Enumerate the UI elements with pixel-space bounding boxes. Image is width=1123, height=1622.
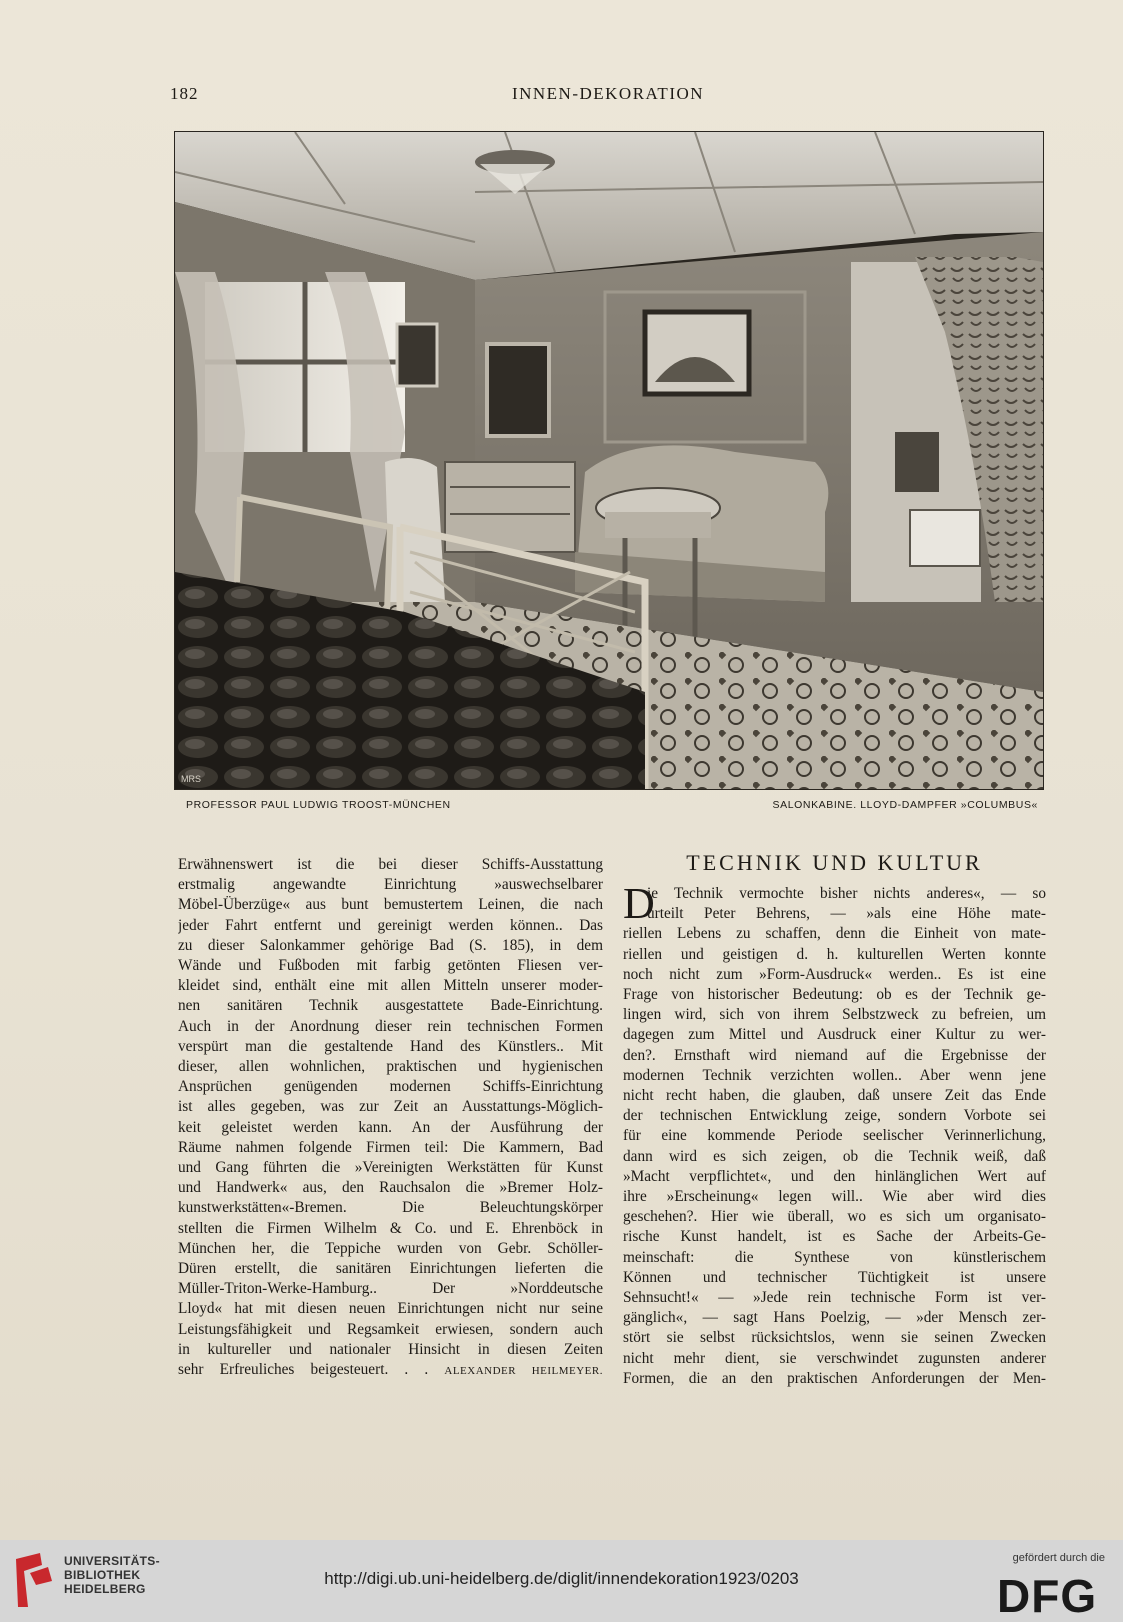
- text-line: noch nicht zum »Form-Ausdruck« werden.. Es ist eine: [623, 965, 1046, 983]
- funded-by-label: gefördert durch die: [1012, 1552, 1105, 1564]
- left-column-text: [178, 855, 603, 1381]
- text-line: und Gang führten die »Vereinigten Werkstätten für Kunst: [178, 1159, 603, 1177]
- text-line: »Macht verpflichtet«, und den hinlänglichen Wert auf: [623, 1167, 1046, 1185]
- library-name-line-3: HEIDELBERG: [64, 1582, 146, 1596]
- author-name: ALEXANDER HEILMEYER.: [444, 1365, 603, 1378]
- text-line: ie Technik vermochte bisher nichts anderes«, — so: [647, 885, 1046, 902]
- caption-photographer: PROFESSOR PAUL LUDWIG TROOST-MÜNCHEN: [186, 799, 451, 811]
- text-line: Lloyd« hat mit diesen neuen Einrichtungen nicht nur seine: [178, 1300, 603, 1318]
- text-line: urteilt Peter Behrens, — »als eine Höhe mate-: [647, 905, 1046, 923]
- text-line: meinschaft: die Synthese von künstlerischem: [623, 1248, 1046, 1266]
- text-line: Auch in der Anordnung dieser rein technischen Formen: [178, 1017, 603, 1035]
- text-line: nicht mehr dient, sie verschwindet zugunsten anderer: [623, 1349, 1046, 1367]
- dfg-logo-icon: [995, 1570, 1107, 1616]
- text-line: Erwähnenswert ist die bei dieser Schiffs-Ausstattung: [178, 856, 603, 873]
- text-line: Müller-Triton-Werke-Hamburg.. Der »Norddeutsche: [178, 1280, 603, 1298]
- text-line: zu dieser Salonkammer gehörige Bad (S. 185), in dem: [178, 936, 603, 954]
- text-line: Leistungsfähigkeit und Regsamkeit erwiesen, sondern auch: [178, 1320, 603, 1338]
- library-name-line-1: UNIVERSITÄTS-: [64, 1554, 160, 1568]
- text-line: modernen Technik verzichten wollen.. Aber wenn jene: [623, 1066, 1046, 1084]
- running-title: INNEN-DEKORATION: [511, 84, 705, 103]
- text-line: jeder Fahrt entfernt und gereinigt werden können.. Das: [178, 916, 603, 934]
- page-header: [170, 84, 1046, 108]
- section-title: TECHNIK UND KULTUR: [686, 850, 983, 875]
- text-line: geschehen?. Hier wie überall, wo es sich um organisato-: [623, 1208, 1046, 1226]
- text-line: dann wird es sich zeigen, ob die Technik weiß, daß: [623, 1147, 1046, 1165]
- text-line: nicht recht haben, die glauben, daß unsere Zeit das Ende: [623, 1087, 1046, 1105]
- text-line: der technischen Entwicklung zeige, sondern Vorbote sei: [623, 1107, 1046, 1125]
- text-line: erstmalig angewandte Einrichtung »auswechselbarer: [178, 876, 603, 894]
- text-line: Möbel-Überzüge« aus bunt bemustertem Leinen, die nach: [178, 896, 603, 914]
- text-line: in kultureller und nationaler Hinsicht in diesen Zeiten: [178, 1340, 603, 1358]
- text-line: Ansprüchen genügenden modernen Schiffs-Einrichtung: [178, 1078, 603, 1096]
- digitization-footer: [0, 1540, 1123, 1622]
- text-line: gänglich«, — sagt Hans Poelzig, — »der Mensch zer-: [623, 1309, 1046, 1327]
- text-line: ihre »Erscheinung« legen will.. Wie aber wird dies: [623, 1188, 1046, 1206]
- text-line: lingen wird, sich von ihrem Selbstzweck zu befreien, um: [623, 1006, 1046, 1024]
- text-line: kunstwerkstätten«-Bremen. Die Beleuchtungskörper: [178, 1199, 603, 1217]
- text-line: Formen, die an den praktischen Anforderungen der Men-: [623, 1369, 1046, 1387]
- library-name-line-2: BIBLIOTHEK: [64, 1568, 141, 1582]
- caption-title: SALONKABINE. LLOYD-DAMPFER »COLUMBUS«: [772, 799, 1038, 811]
- text-line: kleidet sind, enthält eine mit allen Mitteln unserer moder-: [178, 977, 603, 995]
- cabin-photo-illustration: [175, 132, 1043, 789]
- text-line: den?. Ernsthaft wird niemand auf die Ergebnisse der: [623, 1046, 1046, 1064]
- text-line: Düren erstellt, die sanitären Einrichtungen lieferten die: [178, 1260, 603, 1278]
- photo-monogram: MRS: [181, 774, 201, 784]
- dropcap: D: [623, 879, 655, 928]
- text-line: Räume nahmen folgende Firmen teil: Die Kammern, Bad: [178, 1138, 603, 1156]
- text-line: stellten die Firmen Wilhelm & Co. und E. Ehrenböck in: [178, 1219, 603, 1237]
- source-url-link[interactable]: http://digi.ub.uni-heidelberg.de/diglit/innendekoration1923/0203: [324, 1569, 799, 1588]
- text-line: und Handwerk« aus, den Rauchsalon die »Bremer Holz-: [178, 1179, 603, 1197]
- text-line: Können und technischer Tüchtigkeit ist unsere: [623, 1268, 1046, 1286]
- dfg-logo-text: DFG: [997, 1570, 1098, 1616]
- text-line: für eine kommende Periode seelischer Verinnerlichung,: [623, 1127, 1046, 1145]
- text-line: riellen Lebens zu schaffen, denn die Einheit von mate-: [623, 925, 1046, 943]
- text-line: verspürt man die gestaltende Hand des Künstlers.. Mit: [178, 1037, 603, 1055]
- right-column-text: [623, 879, 1046, 1389]
- text-line: ist alles gegeben, was zur Zeit an Ausstattungs-Möglich-: [178, 1098, 603, 1116]
- text-line: München her, die Teppiche wurden von Gebr. Schöller-: [178, 1239, 603, 1257]
- text-line: Frage von historischer Bedeutung: ob es der Technik ge-: [623, 986, 1046, 1004]
- text-line: keit geleistet werden kann. An der Ausführung der: [178, 1118, 603, 1136]
- text-line: dieser, allen wohnlichen, praktischen und hygienischen: [178, 1058, 603, 1076]
- page-number: 182: [170, 84, 199, 103]
- text-line: rische Kunst handelt, ist es Sache der Arbeits-Ge-: [623, 1228, 1046, 1246]
- text-line: nen sanitären Technik ausgestattete Bade-Einrichtung.: [178, 997, 603, 1015]
- text-line: dagegen zum Mittel und Ausdruck einer Kultur zu wer-: [623, 1026, 1046, 1044]
- text-line-signature: [178, 1360, 603, 1381]
- text-line: stört sie selbst rücksichtslos, wenn sie seinen Zwecken: [623, 1329, 1046, 1347]
- text-line: riellen und geistigen d. h. kulturellen Werten konnte: [623, 945, 1046, 963]
- cabin-photograph: [174, 131, 1044, 790]
- text-line: Sehnsucht!« — »Jede rein technische Form ist ver-: [623, 1289, 1046, 1307]
- closing-text: sehr Erfreuliches beigesteuert. . .: [178, 1361, 445, 1379]
- text-line: Wände und Fußboden mit farbig getönten Fliesen ver-: [178, 957, 603, 975]
